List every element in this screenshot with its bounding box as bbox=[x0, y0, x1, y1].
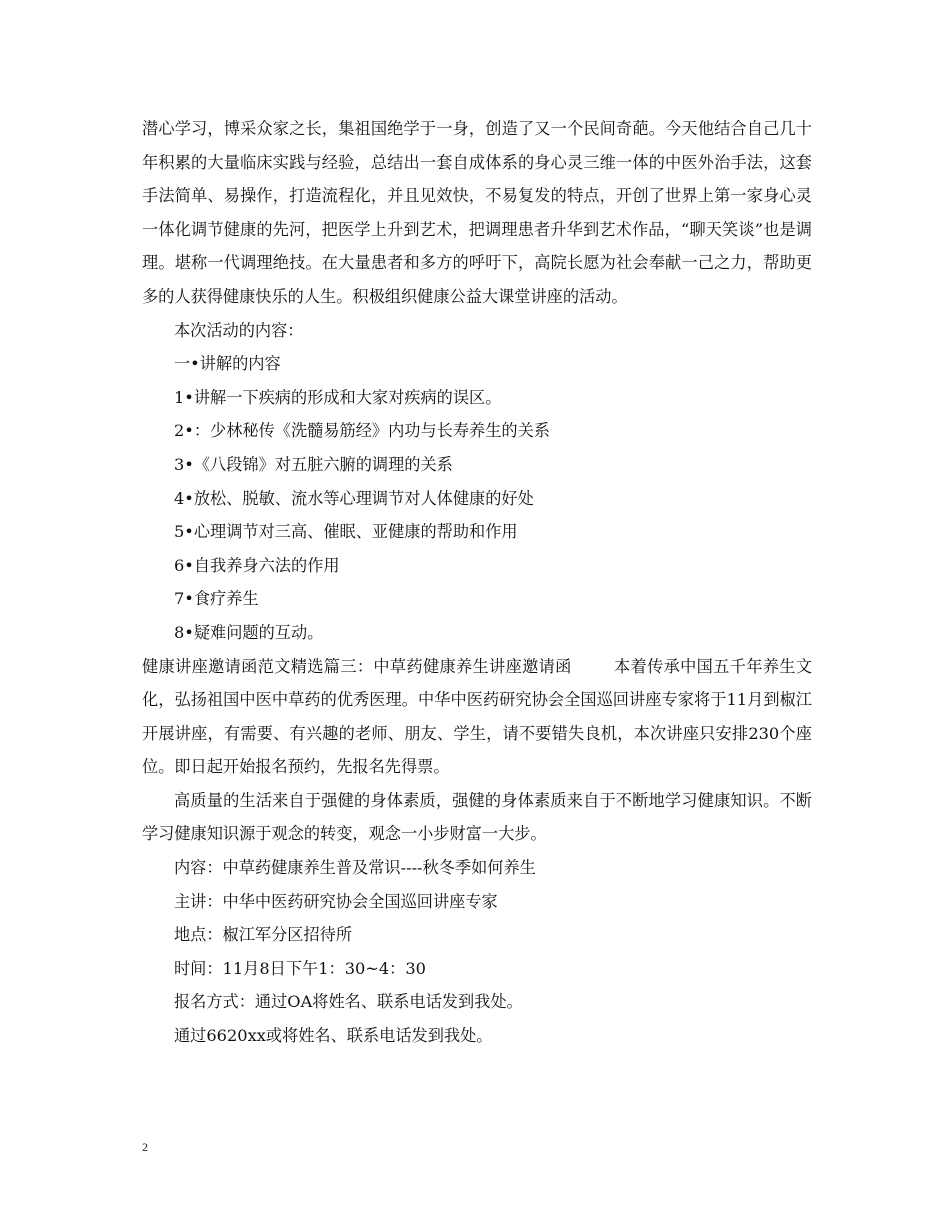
document-body bbox=[142, 112, 812, 1053]
activity-heading: 本次活动的内容： bbox=[174, 320, 304, 340]
section-three-body: 本着传承中国五千年养生文化，弘扬祖国中医中草药的优秀医理。中华中医药研究协会全国巡回讲座专家将于11月到椒江开展讲座，有需要、有兴趣的老师、朋友、学生，请不要错失良机，本次讲座只安排230个座位。即日起开始报名预约，先报名先得票。 bbox=[142, 656, 813, 777]
list-item: 5•心理调节对三高、催眠、亚健康的帮助和作用 bbox=[174, 522, 518, 542]
list-item: 6•自我养身六法的作用 bbox=[174, 555, 340, 575]
detail-registration-alt: 通过6620xx或将姓名、联系电话发到我处。 bbox=[174, 1026, 493, 1046]
list-item: 2•：少林秘传《洗髓易筋经》内功与长寿养生的关系 bbox=[174, 421, 550, 441]
detail-content: 内容：中草药健康养生普及常识----秋冬季如何养生 bbox=[174, 858, 536, 878]
quality-life-paragraph: 高质量的生活来自于强健的身体素质，强健的身体素质来自于不断地学习健康知识。不断学习健康知识源于观念的转变，观念一小步财富一大步。 bbox=[142, 790, 812, 844]
detail-speaker: 主讲：中华中医药研究协会全国巡回讲座专家 bbox=[174, 891, 498, 911]
list-item: 3•《八段锦》对五脏六腑的调理的关系 bbox=[174, 454, 453, 474]
page-number: 2 bbox=[142, 1140, 148, 1154]
list-item: 1•讲解一下疾病的形成和大家对疾病的误区。 bbox=[174, 387, 502, 407]
intro-paragraph: 潜心学习，博采众家之长，集祖国绝学于一身，创造了又一个民间奇葩。今天他结合自己几十年积累的大量临床实践与经验，总结出一套自成体系的身心灵三维一体的中医外治手法，这套手法简单、易操作，打造流程化，并且见效快，不易复发的特点，开创了世界上第一家身心灵一体化调节健康的先河，把医学上升到艺术，把调理患者升华到艺术作品，“聊天笑谈”也是调理。堪称一代调理绝技。在大量患者和多方的呼吁下，高院长愿为社会奉献一己之力，帮助更多的人获得健康快乐的人生。积极组织健康公益大课堂讲座的活动。 bbox=[142, 119, 812, 306]
list-item: 4•放松、脱敏、流水等心理调节对人体健康的好处 bbox=[174, 488, 534, 508]
list-item: 8•疑难问题的互动。 bbox=[174, 622, 324, 642]
detail-registration: 报名方式：通过OA将姓名、联系电话发到我处。 bbox=[174, 992, 523, 1012]
section-three-paragraph bbox=[142, 650, 812, 784]
detail-time: 时间：11月8日下午1：30~4：30 bbox=[174, 958, 426, 978]
detail-location: 地点：椒江军分区招待所 bbox=[174, 925, 353, 945]
section-one-heading: 一•讲解的内容 bbox=[174, 354, 281, 374]
section-three-title: 健康讲座邀请函范文精选篇三：中草药健康养生讲座邀请函 bbox=[142, 656, 572, 676]
list-item: 7•食疗养生 bbox=[174, 589, 259, 609]
